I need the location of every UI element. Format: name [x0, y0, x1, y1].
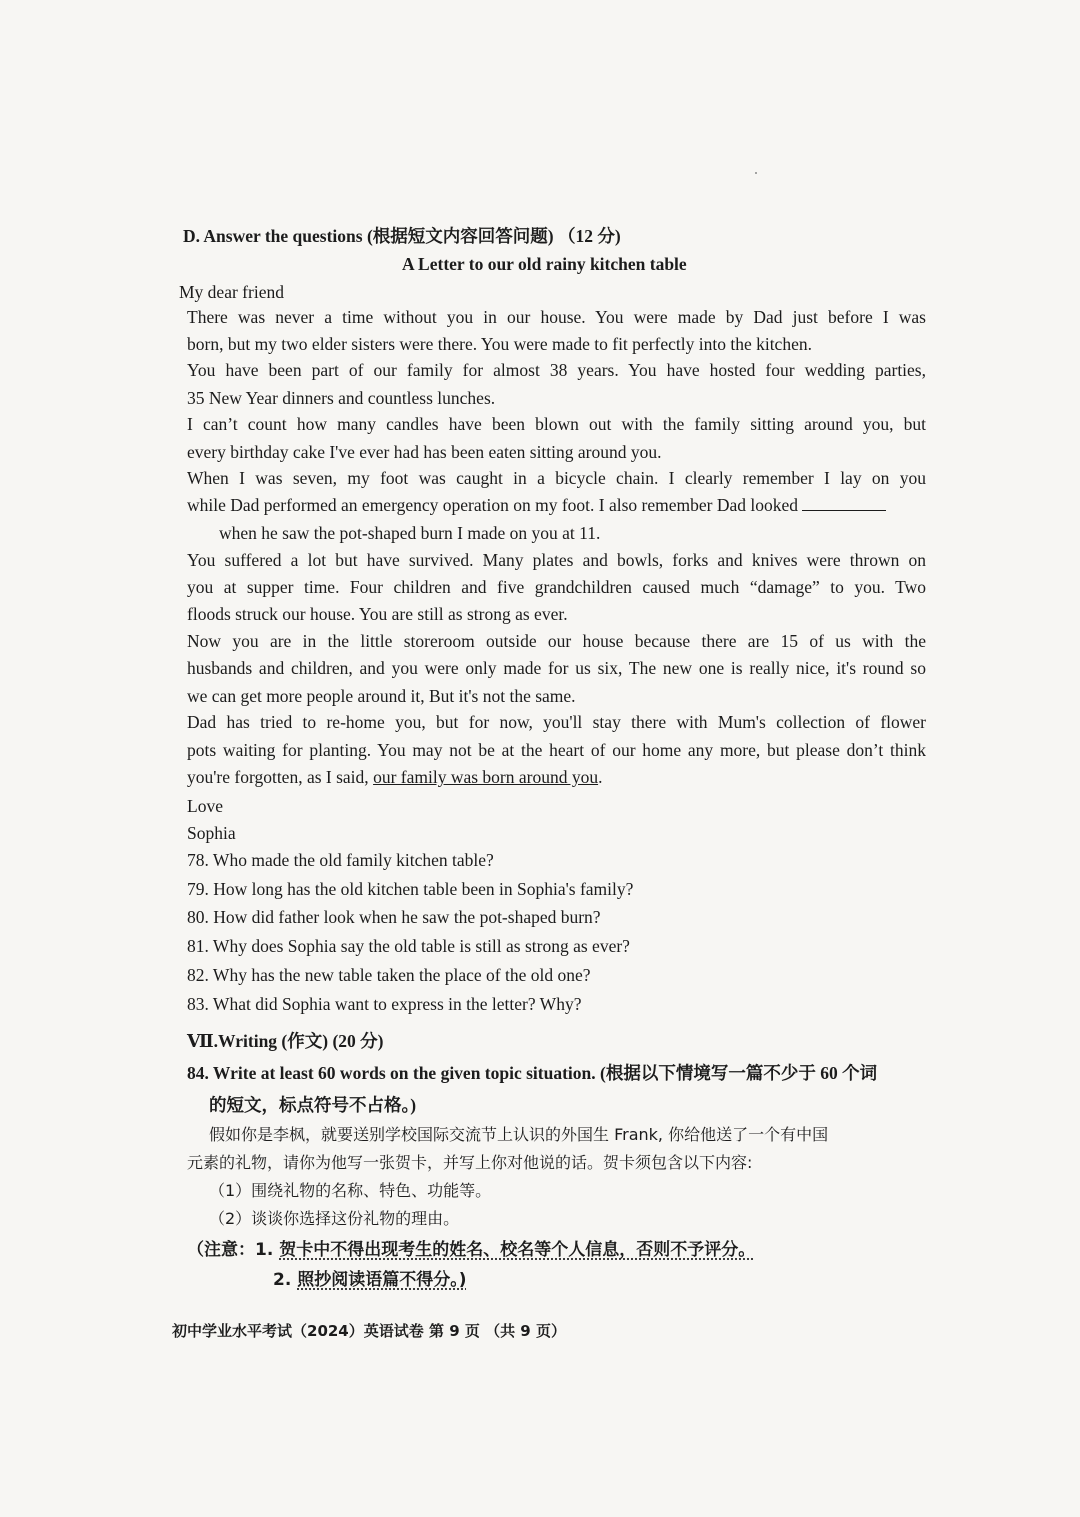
writing-point-2: （2）谈谈你选择这份礼物的理由。 — [209, 1209, 460, 1228]
underlined-phrase: our family was born around you — [373, 767, 599, 787]
paragraph-5-line-2: you at supper time. Four children and five grandchildren caused much “damage” to you. Two — [187, 577, 926, 597]
writing-note-2-prefix: 2. — [273, 1270, 298, 1290]
paragraph-7-line-2: pots waiting for planting. You may not be at the heart of our home any more, but please don’t think — [187, 740, 926, 760]
paragraph-4-line-3: when he saw the pot-shaped burn I made on you at 11. — [219, 523, 601, 543]
paragraph-4-line-1: When I was seven, my foot was caught in a bicycle chain. I clearly remember I lay on you — [187, 468, 926, 488]
writing-note-1 — [187, 1239, 755, 1261]
paragraph-4-line-2-text: while Dad performed an emergency operation on my foot. I also remember Dad looked — [187, 495, 798, 515]
question-78: 78. Who made the old family kitchen table? — [187, 850, 494, 870]
writing-point-1: （1）围绕礼物的名称、特色、功能等。 — [209, 1181, 492, 1200]
paragraph-7-line-3-pre: you're forgotten, as I said, — [187, 767, 374, 787]
paragraph-5-line-3: floods struck our house. You are still as strong as ever. — [187, 604, 568, 624]
paragraph-2-line-1: You have been part of our family for almost 38 years. You have hosted four wedding parties, — [187, 360, 926, 380]
writing-task-line-2: 的短文，标点符号不占格。) — [209, 1095, 417, 1115]
question-83: 83. What did Sophia want to express in the letter? Why? — [187, 994, 582, 1014]
writing-note-1-prefix: （注意：1. — [187, 1240, 280, 1260]
writing-note-1-text: 贺卡中不得出现考生的姓名、校名等个人信息，否则不予评分。 — [279, 1240, 756, 1260]
section-d-heading: D. Answer the questions (根据短文内容回答问题) （12 分) — [183, 226, 621, 246]
scan-speck — [755, 172, 757, 174]
paragraph-3-line-1: I can’t count how many candles have been blown out with the family sitting around you, but — [187, 414, 926, 434]
writing-prompt-line-2: 元素的礼物，请你为他写一张贺卡，并写上你对他说的话。贺卡须包含以下内容: — [187, 1153, 753, 1172]
paragraph-6-line-1: Now you are in the little storeroom outside our house because there are 15 of us with the — [187, 631, 926, 651]
paragraph-1-line-2: born, but my two elder sisters were there. You were made to fit perfectly into the kitchen. — [187, 334, 812, 354]
writing-prompt-line-1: 假如你是李枫，就要送别学校国际交流节上认识的外国生 Frank, 你给他送了一个有中国 — [209, 1125, 829, 1144]
paragraph-4-line-2 — [187, 494, 886, 516]
page-footer: 初中学业水平考试（2024）英语试卷 第 9 页 （共 9 页） — [172, 1322, 566, 1340]
writing-note-2 — [273, 1269, 467, 1291]
paragraph-7-line-3 — [187, 766, 602, 788]
writing-note-2-text: 照抄阅读语篇不得分。) — [297, 1270, 467, 1290]
letter-title: A Letter to our old rainy kitchen table — [402, 254, 687, 274]
paragraph-7-line-1: Dad has tried to re-home you, but for now, you'll stay there with Mum's collection of flower — [187, 712, 926, 732]
question-82: 82. Why has the new table taken the place of the old one? — [187, 965, 591, 985]
question-81: 81. Why does Sophia say the old table is still as strong as ever? — [187, 936, 630, 956]
letter-greeting: My dear friend — [179, 282, 284, 302]
paragraph-1-line-1: There was never a time without you in our house. You were made by Dad just before I was — [187, 307, 926, 327]
paragraph-3-line-2: every birthday cake I've ever had has been eaten sitting around you. — [187, 442, 662, 462]
letter-signature: Sophia — [187, 823, 236, 843]
answer-blank — [802, 496, 886, 511]
paragraph-6-line-3: we can get more people around it, But it's not the same. — [187, 686, 576, 706]
paragraph-7-line-3-post: . — [598, 767, 603, 787]
question-79: 79. How long has the old kitchen table been in Sophia's family? — [187, 879, 634, 899]
question-80: 80. How did father look when he saw the pot-shaped burn? — [187, 907, 601, 927]
paragraph-6-line-2: husbands and children, and you were only made for us six, The new one is really nice, it's round so — [187, 658, 926, 678]
writing-task-line-1: 84. Write at least 60 words on the given topic situation. (根据以下情境写一篇不少于 60 个词 — [187, 1063, 878, 1083]
letter-closing: Love — [187, 796, 223, 816]
paragraph-2-line-2: 35 New Year dinners and countless lunches. — [187, 388, 496, 408]
writing-heading: Ⅶ.Writing (作文) (20 分) — [187, 1031, 384, 1051]
paragraph-5-line-1: You suffered a lot but have survived. Many plates and bowls, forks and knives were thrown on — [187, 550, 926, 570]
